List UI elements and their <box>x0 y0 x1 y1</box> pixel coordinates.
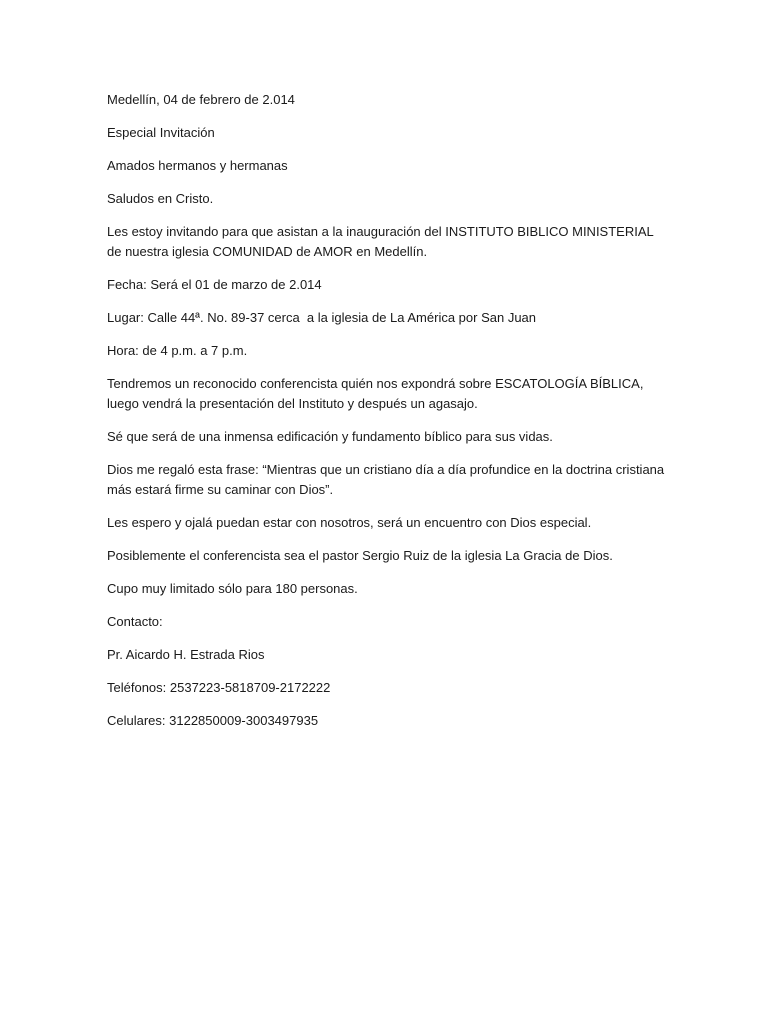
contact-cellphones: Celulares: 3122850009-3003497935 <box>107 713 319 728</box>
event-location: Lugar: Calle 44ª. No. 89-37 cerca a la iglesia de La América por San Juan <box>107 310 537 325</box>
contact-name: Pr. Aicardo H. Estrada Rios <box>107 647 265 662</box>
date-line: Medellín, 04 de febrero de 2.014 <box>107 92 295 107</box>
greeting: Amados hermanos y hermanas <box>107 158 288 173</box>
event-time: Hora: de 4 p.m. a 7 p.m. <box>107 343 248 358</box>
heading: Especial Invitación <box>107 125 215 140</box>
capacity-paragraph: Cupo muy limitado sólo para 180 personas. <box>107 581 358 596</box>
event-date: Fecha: Será el 01 de marzo de 2.014 <box>107 277 322 292</box>
program-paragraph: Tendremos un reconocido conferencista quién nos expondrá sobre ESCATOLOGÍA BÍBLICA, luego vendrá la presentación del Instituto y después un agasajo. <box>107 376 648 411</box>
speaker-paragraph: Posiblemente el conferencista sea el pastor Sergio Ruiz de la iglesia La Gracia de Dios. <box>107 548 613 563</box>
salutation: Saludos en Cristo. <box>107 191 214 206</box>
contact-label: Contacto: <box>107 614 163 629</box>
edification-paragraph: Sé que será de una inmensa edificación y fundamento bíblico para sus vidas. <box>107 429 553 444</box>
closing-paragraph: Les espero y ojalá puedan estar con nosotros, será un encuentro con Dios especial. <box>107 515 592 530</box>
invitation-paragraph: Les estoy invitando para que asistan a la inauguración del INSTITUTO BIBLICO MINISTERIAL de nuestra iglesia COMUNIDAD de AMOR en Medellín. <box>107 224 657 259</box>
contact-phones: Teléfonos: 2537223-5818709-2172222 <box>107 680 331 695</box>
quote-paragraph: Dios me regaló esta frase: “Mientras que un cristiano día a día profundice en la doctrina cristiana más estará firme su caminar con Dios”. <box>107 462 668 497</box>
